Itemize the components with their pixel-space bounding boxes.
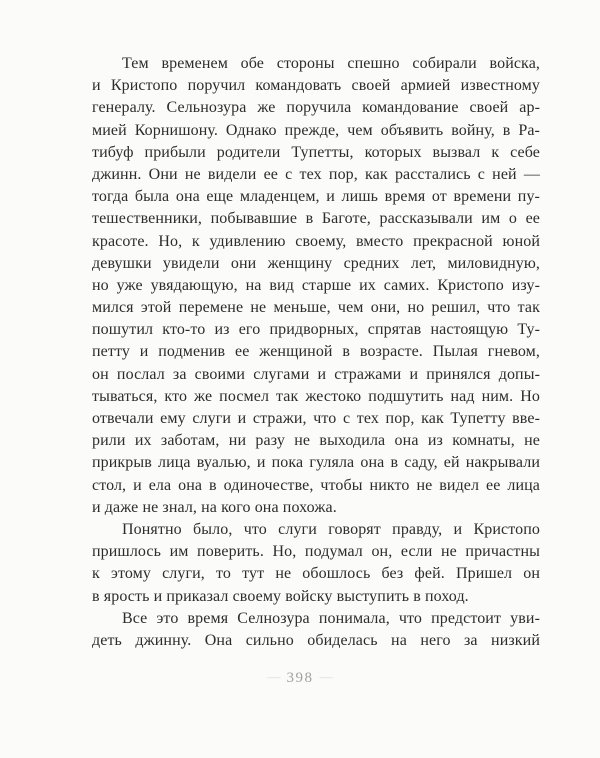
text-line: мией Корнишону. Однако прежде, чем объявить войну, в Ра- bbox=[92, 121, 540, 139]
page-footer bbox=[0, 666, 600, 689]
text-line: красоте. Но, к удивлению своему, вместо прекрасной юной bbox=[92, 232, 540, 250]
page-number: 398 bbox=[286, 670, 314, 686]
text-line: мился этой перемене не меньше, чем они, но решил, что так bbox=[92, 299, 540, 317]
text-line: генералу. Сельнозура же поручила командование своей ар- bbox=[92, 99, 540, 117]
text-line: Все это время Селнозура понимала, что предстоит уви- bbox=[122, 609, 540, 627]
text-line: тибуф прибыли родители Тупетты, которых вызвал к себе bbox=[92, 143, 540, 161]
footer-ornament-right: — bbox=[319, 669, 333, 684]
text-line: девушки увидели они женщину средних лет, миловидную, bbox=[92, 254, 540, 272]
text-line: стол, и ела она в одиночестве, чтобы никто не видел ее лица bbox=[92, 476, 540, 494]
text-line: отвечали ему слуги и стражи, что с тех пор, как Тупетту вве- bbox=[92, 410, 540, 427]
text-line: джинн. Они не видели ее с тех пор, как расстались с ней — bbox=[92, 165, 540, 183]
text-line: в ярость и приказал своему войску выступить в поход. bbox=[92, 587, 469, 605]
text-line: к этому слуги, то тут не обошлось без фей. Пришел он bbox=[92, 565, 540, 583]
text-line: пришлось им поверить. Но, подумал он, если не причастны bbox=[92, 543, 540, 561]
text-line: тешественники, побывавшие в Баготе, рассказывали им о ее bbox=[92, 210, 540, 228]
footer-ornament-left: — bbox=[267, 669, 281, 684]
page-text bbox=[92, 53, 540, 652]
text-line: но уже увядающую, на вид старше их самих. Кристопо изу- bbox=[92, 276, 540, 294]
text-line: пошутил кто-то из его придворных, спрятав настоящую Ту- bbox=[92, 321, 540, 339]
text-line: и Кристопо поручил командовать своей армией известному bbox=[92, 77, 540, 95]
text-line: рили их заботам, ни разу не выходила она из комнаты, не bbox=[92, 432, 540, 450]
text-line: деть джинну. Она сильно обиделась на него за низкий bbox=[92, 631, 540, 649]
text-line: Тем временем обе стороны спешно собирали войска, bbox=[122, 55, 540, 72]
text-line: Понятно было, что слуги говорят правду, и Кристопо bbox=[122, 520, 540, 538]
text-line: тогда была она еще младенцем, и лишь время от времени пу- bbox=[92, 188, 540, 206]
text-line: он послал за своими слугами и стражами и принялся допы- bbox=[92, 365, 540, 383]
text-line: прикрыв лица вуалью, и пока гуляла она в саду, ей накрывали bbox=[92, 454, 540, 472]
text-line: тываться, кто же посмел так жестоко подшутить над ним. Но bbox=[92, 387, 540, 405]
text-line: и даже не знал, на кого она похожа. bbox=[92, 498, 337, 516]
text-line: петту и подменив ее женщиной в возрасте. Пылая гневом, bbox=[92, 343, 540, 361]
